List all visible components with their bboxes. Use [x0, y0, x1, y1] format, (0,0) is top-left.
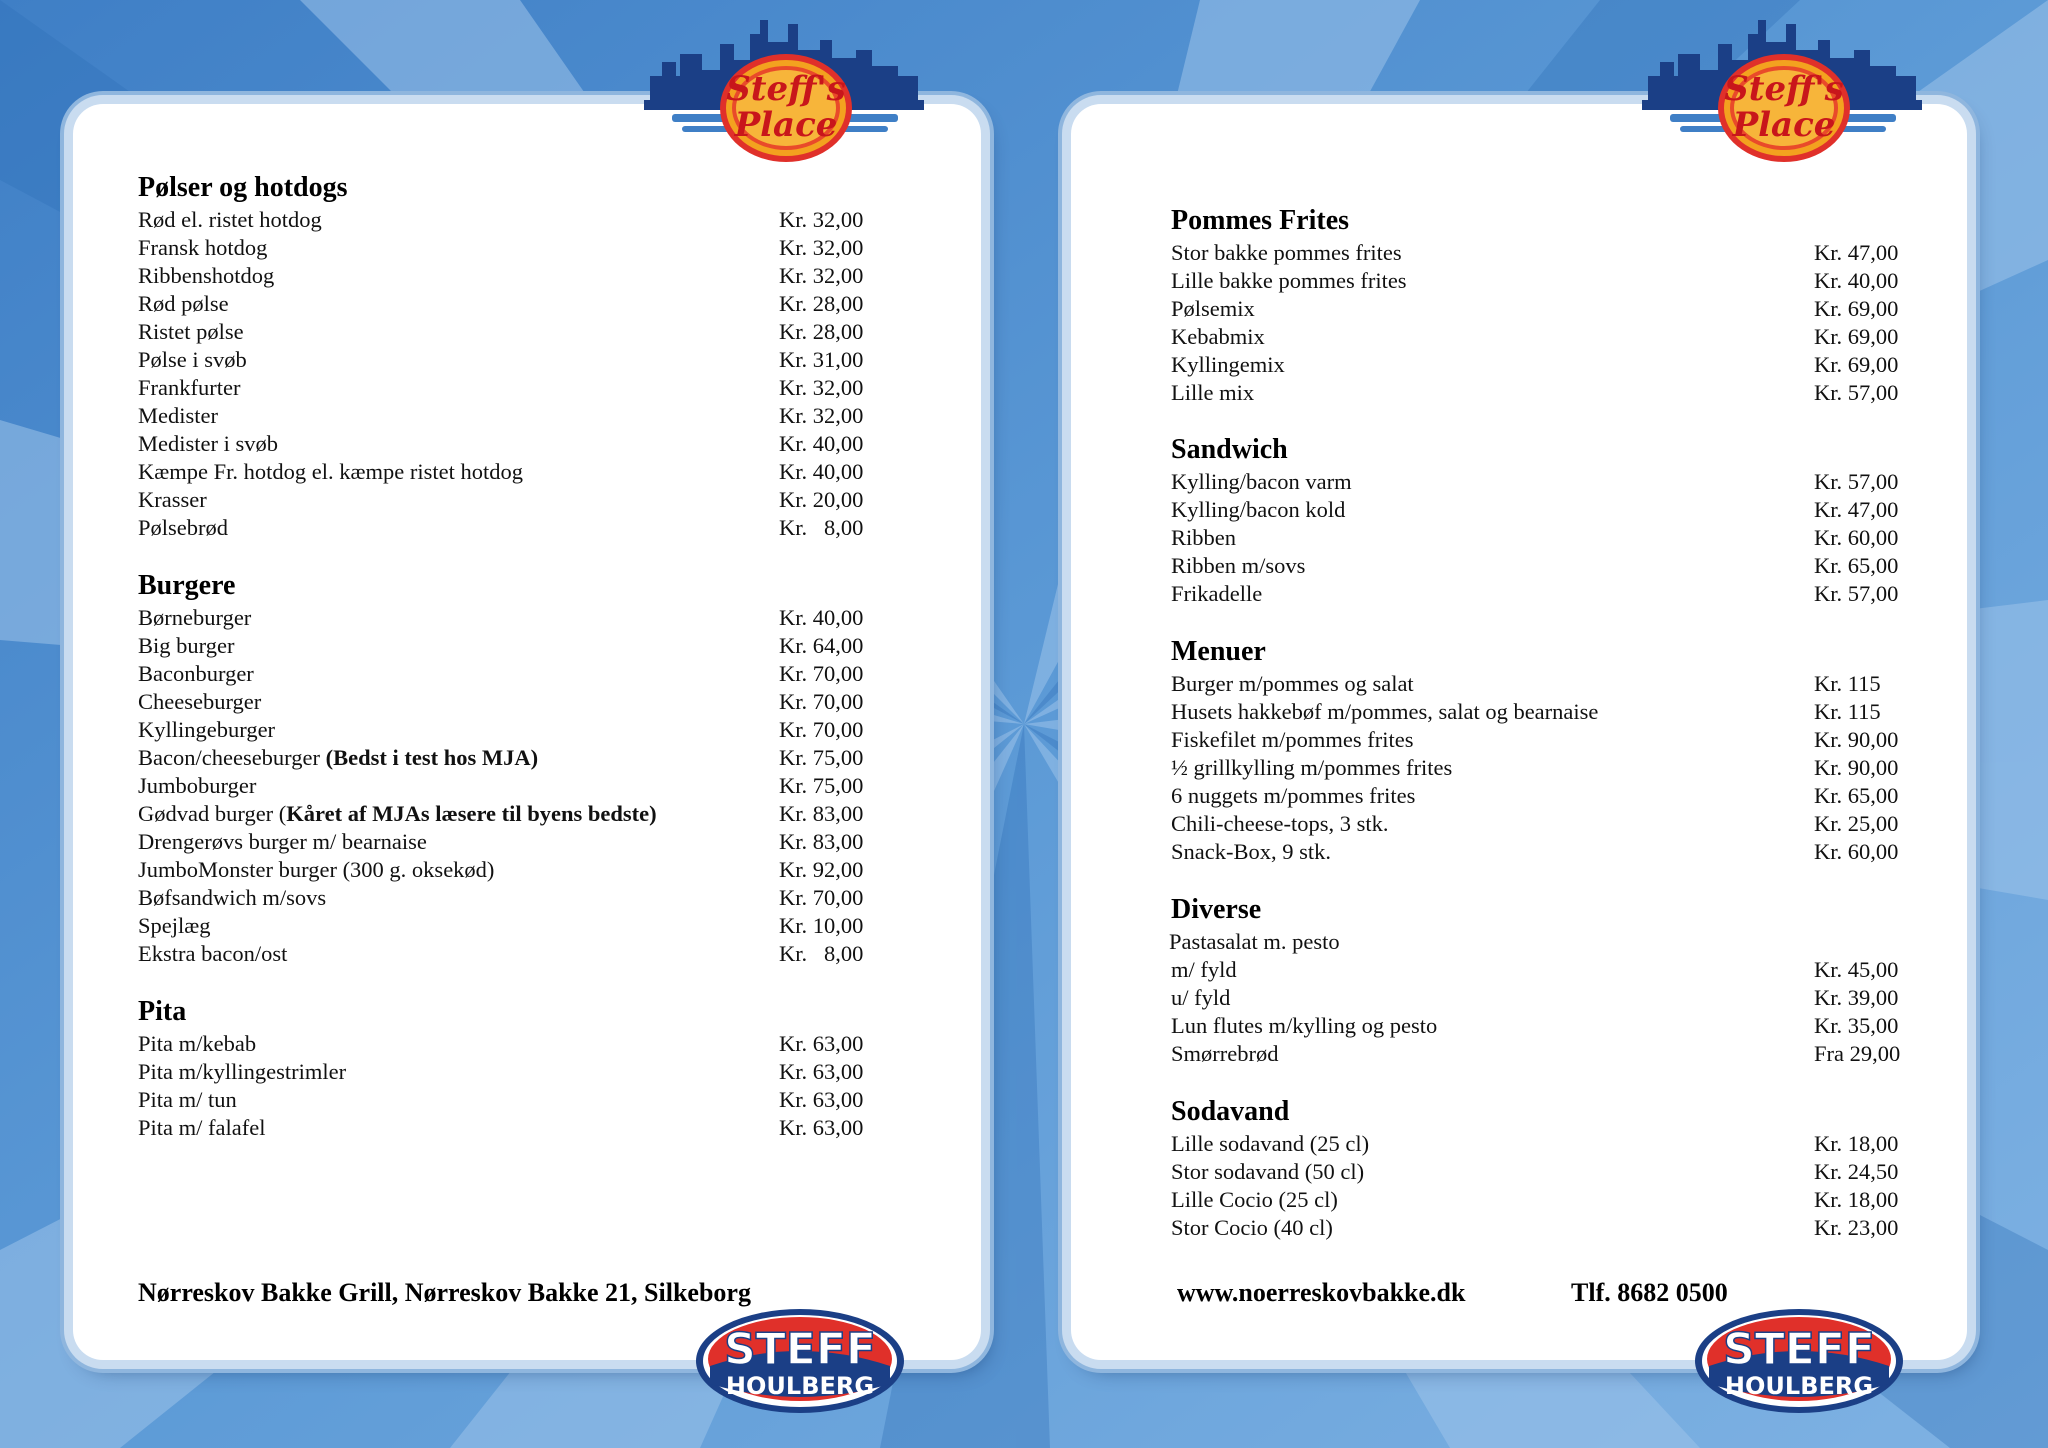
item-price: Kr. 32,00 [779, 263, 864, 288]
menu-item [138, 800, 864, 828]
item-name: Børneburger [138, 605, 252, 630]
menu-item [1171, 1214, 1899, 1242]
item-price: Kr. 57,00 [1814, 581, 1899, 606]
item-name: Rød el. ristet hotdog [138, 207, 322, 232]
menu-item [138, 856, 864, 884]
menu-item [1171, 956, 1899, 984]
item-price: Kr. 32,00 [779, 403, 864, 428]
item-price: Kr. 20,00 [779, 487, 864, 512]
menu-item [138, 884, 864, 912]
menu-item [1171, 295, 1899, 323]
menu-item [138, 486, 864, 514]
menu-item [1171, 552, 1899, 580]
item-price: Kr. 90,00 [1814, 755, 1899, 780]
item-price: Kr. 65,00 [1814, 553, 1899, 578]
menu-item [138, 940, 864, 968]
item-name: Pastasalat m. pesto [1169, 929, 1340, 954]
svg-text:HOULBERG: HOULBERG [725, 1372, 875, 1400]
menu-item [1171, 810, 1899, 838]
item-name: Chili-cheese-tops, 3 stk. [1171, 811, 1389, 836]
item-price: Kr. 90,00 [1814, 727, 1899, 752]
menu-item [1171, 580, 1899, 608]
item-price: Kr. 10,00 [779, 913, 864, 938]
item-price: Kr. 40,00 [779, 605, 864, 630]
steff-houlberg-logo-right [1693, 1306, 1905, 1416]
item-name: Kylling/bacon varm [1171, 469, 1352, 494]
menu-item [1171, 524, 1899, 552]
svg-text:HOULBERG: HOULBERG [1724, 1372, 1874, 1400]
item-price: Kr. 18,00 [1814, 1187, 1899, 1212]
menu-item [1171, 1040, 1901, 1068]
item-note: Kåret af MJAs læsere til byens bedste) [286, 801, 657, 826]
menu-item [1171, 1012, 1899, 1040]
item-name: Kæmpe Fr. hotdog el. kæmpe ristet hotdog [138, 459, 523, 484]
menu-item [138, 206, 864, 234]
item-price: Kr. 70,00 [779, 689, 864, 714]
item-name: Pita m/kyllingestrimler [138, 1059, 347, 1084]
item-name: Stor sodavand (50 cl) [1171, 1159, 1365, 1184]
item-price: Kr. 69,00 [1814, 296, 1899, 321]
item-name: Smørrebrød [1171, 1041, 1279, 1066]
item-name: Kebabmix [1171, 324, 1265, 349]
item-name: Lille bakke pommes frites [1171, 268, 1407, 293]
svg-text:STEFF: STEFF [724, 1324, 876, 1375]
item-price: Kr. 115 [1814, 671, 1881, 696]
website-url: www.noerreskovbakke.dk [1177, 1278, 1466, 1307]
item-price: Kr. 69,00 [1814, 352, 1899, 377]
menu-item [138, 828, 864, 856]
item-price: Kr. 57,00 [1814, 380, 1899, 405]
menu-item [1171, 1158, 1899, 1186]
menu-item [1171, 984, 1899, 1012]
item-name: Cheeseburger [138, 689, 262, 714]
item-price: Kr. 45,00 [1814, 957, 1899, 982]
menu-item [138, 374, 864, 402]
menu-item [138, 744, 864, 772]
section-sodavand [1171, 1096, 1899, 1242]
svg-text:Steff's: Steff's [726, 69, 846, 109]
item-price: Kr. 28,00 [779, 319, 864, 344]
section-burgere [138, 570, 864, 968]
item-name: Stor bakke pommes frites [1171, 240, 1402, 265]
item-price: Fra 29,00 [1814, 1041, 1901, 1066]
menu-item [1171, 239, 1899, 267]
item-price: Kr. 39,00 [1814, 985, 1899, 1010]
item-name: Pølsemix [1171, 296, 1255, 321]
menu-item [1171, 468, 1899, 496]
item-name: Stor Cocio (40 cl) [1171, 1215, 1333, 1240]
phone-number: Tlf. 8682 0500 [1571, 1278, 1728, 1307]
item-price: Kr. 70,00 [779, 885, 864, 910]
item-price: Kr. 23,00 [1814, 1215, 1899, 1240]
item-name: Kyllingeburger [138, 717, 276, 742]
menu-item [1171, 496, 1899, 524]
item-name: Drengerøvs burger m/ bearnaise [138, 829, 427, 854]
item-name: Pita m/kebab [138, 1031, 257, 1056]
item-price: Kr. 75,00 [779, 773, 864, 798]
item-price: Kr. 63,00 [779, 1087, 864, 1112]
item-name: Ribbenshotdog [138, 263, 275, 288]
item-price: Kr. 24,50 [1814, 1159, 1899, 1184]
item-price: Kr. 35,00 [1814, 1013, 1899, 1038]
item-price: Kr. 8,00 [779, 515, 864, 540]
item-name: Bøfsandwich m/sovs [138, 885, 327, 910]
section-diverse [1169, 894, 1901, 1068]
item-price: Kr. 65,00 [1814, 783, 1899, 808]
menu-item [138, 772, 864, 800]
item-price: Kr. 31,00 [779, 347, 864, 372]
item-name: Pølse i svøb [138, 347, 247, 372]
item-name: Husets hakkebøf m/pommes, salat og bearnaise [1171, 699, 1599, 724]
item-name: m/ fyld [1171, 957, 1237, 982]
item-price: Kr. 18,00 [1814, 1131, 1899, 1156]
menu-item [1171, 1130, 1899, 1158]
menu-item [1171, 754, 1899, 782]
section-title: Diverse [1171, 894, 1262, 925]
item-name: Spejlæg [138, 913, 211, 938]
menu-item [138, 514, 864, 542]
item-name: Frikadelle [1171, 581, 1263, 606]
steff-houlberg-logo-left [694, 1306, 906, 1416]
menu-item [138, 402, 864, 430]
item-name: Lille Cocio (25 cl) [1171, 1187, 1338, 1212]
item-name: Big burger [138, 633, 235, 658]
item-name: Kylling/bacon kold [1171, 497, 1346, 522]
item-price: Kr. 28,00 [779, 291, 864, 316]
menu-item [1171, 1186, 1899, 1214]
item-name: Medister i svøb [138, 431, 278, 456]
item-name: Pølsebrød [138, 515, 228, 540]
menu-item [1169, 928, 1437, 956]
section-title: Sandwich [1171, 434, 1288, 465]
item-price: Kr. 75,00 [779, 745, 864, 770]
menu-item [138, 1114, 864, 1142]
menu-item [138, 660, 864, 688]
item-price: Kr. 63,00 [779, 1115, 864, 1140]
menu-item [138, 688, 864, 716]
section-title: Sodavand [1171, 1096, 1290, 1127]
menu-item [138, 1030, 864, 1058]
svg-text:Place: Place [1732, 105, 1836, 145]
menu-item [1171, 838, 1899, 866]
menu-item [138, 458, 864, 486]
menu-item [138, 346, 864, 374]
item-name: Ekstra bacon/ost [138, 941, 288, 966]
section-title: Pommes Frites [1171, 205, 1350, 236]
section-menuer [1171, 636, 1899, 866]
item-price: Kr. 25,00 [1814, 811, 1899, 836]
item-price: Kr. 57,00 [1814, 469, 1899, 494]
section-title: Burgere [138, 570, 236, 601]
item-price: Kr. 8,00 [779, 941, 864, 966]
item-name: Jumboburger [138, 773, 257, 798]
item-name: Lun flutes m/kylling og pesto [1171, 1013, 1438, 1038]
item-name: Lille mix [1171, 380, 1255, 405]
menu-item [1171, 698, 1881, 726]
item-price: Kr. 63,00 [779, 1059, 864, 1084]
menu-item [1171, 267, 1899, 295]
left-footer-address: Nørreskov Bakke Grill, Nørreskov Bakke 21, Silkeborg [138, 1278, 751, 1307]
item-price: Kr. 83,00 [779, 801, 864, 826]
menu-item [138, 1058, 864, 1086]
section-pita [138, 996, 864, 1142]
item-price: Kr. 83,00 [779, 829, 864, 854]
menu-item [138, 430, 864, 458]
item-price: Kr. 92,00 [779, 857, 864, 882]
item-price: Kr. 64,00 [779, 633, 864, 658]
svg-text:STEFF: STEFF [1723, 1324, 1875, 1375]
item-name: Krasser [138, 487, 207, 512]
item-price: Kr. 115 [1814, 699, 1881, 724]
menu-item [138, 1086, 864, 1114]
svg-text:Steff's: Steff's [1724, 69, 1844, 109]
menu-item [138, 632, 864, 660]
section-p-lser-og-hotdogs [138, 172, 864, 542]
item-price: Kr. 47,00 [1814, 497, 1899, 522]
item-name: Bacon/cheeseburger [138, 745, 326, 770]
item-name: Baconburger [138, 661, 254, 686]
item-name: Fiskefilet m/pommes frites [1171, 727, 1414, 752]
item-price: Kr. 47,00 [1814, 240, 1899, 265]
item-name: Rød pølse [138, 291, 229, 316]
item-name: Burger m/pommes og salat [1171, 671, 1414, 696]
item-price: Kr. 63,00 [779, 1031, 864, 1056]
item-name: Gødvad burger ( [138, 801, 287, 826]
menu-item [138, 604, 864, 632]
item-name: Snack-Box, 9 stk. [1171, 839, 1331, 864]
section-sandwich [1171, 434, 1899, 608]
item-name: u/ fyld [1171, 985, 1231, 1010]
menu-item [1171, 379, 1899, 407]
menu-item [138, 234, 864, 262]
section-title: Menuer [1171, 636, 1266, 667]
section-title: Pølser og hotdogs [138, 172, 348, 203]
item-note: (Bedst i test hos MJA) [325, 745, 539, 770]
item-price: Kr. 69,00 [1814, 324, 1899, 349]
item-name: Medister [138, 403, 218, 428]
item-price: Kr. 60,00 [1814, 525, 1899, 550]
steffs-place-logo-left [640, 14, 930, 164]
item-price: Kr. 32,00 [779, 375, 864, 400]
item-name: Pita m/ tun [138, 1087, 237, 1112]
item-price: Kr. 40,00 [779, 431, 864, 456]
item-name: Fransk hotdog [138, 235, 268, 260]
item-name: JumboMonster burger (300 g. oksekød) [138, 857, 495, 882]
item-name: ½ grillkylling m/pommes frites [1171, 755, 1453, 780]
menu-item [1171, 670, 1881, 698]
item-price: Kr. 32,00 [779, 207, 864, 232]
section-title: Pita [138, 996, 187, 1027]
item-price: Kr. 40,00 [779, 459, 864, 484]
menu-item [138, 262, 864, 290]
menu-item [1171, 726, 1899, 754]
menu-item [138, 716, 864, 744]
item-price: Kr. 60,00 [1814, 839, 1899, 864]
menu-item [138, 318, 864, 346]
menu-item [138, 290, 864, 318]
svg-text:Place: Place [734, 105, 838, 145]
item-name: Pita m/ falafel [138, 1115, 266, 1140]
steffs-place-logo-right [1638, 14, 1928, 164]
item-name: Ribben m/sovs [1171, 553, 1306, 578]
item-name: Kyllingemix [1171, 352, 1285, 377]
menu-item [1171, 782, 1899, 810]
item-price: Kr. 70,00 [779, 661, 864, 686]
menu-item [1171, 323, 1899, 351]
item-name: Ristet pølse [138, 319, 244, 344]
item-name: Lille sodavand (25 cl) [1171, 1131, 1370, 1156]
menu-item [138, 912, 864, 940]
item-name: 6 nuggets m/pommes frites [1171, 783, 1416, 808]
item-price: Kr. 40,00 [1814, 268, 1899, 293]
menu-item [1171, 351, 1899, 379]
section-pommes-frites [1171, 205, 1899, 407]
item-name: Ribben [1171, 525, 1236, 550]
item-price: Kr. 32,00 [779, 235, 864, 260]
item-price: Kr. 70,00 [779, 717, 864, 742]
item-name: Frankfurter [138, 375, 241, 400]
